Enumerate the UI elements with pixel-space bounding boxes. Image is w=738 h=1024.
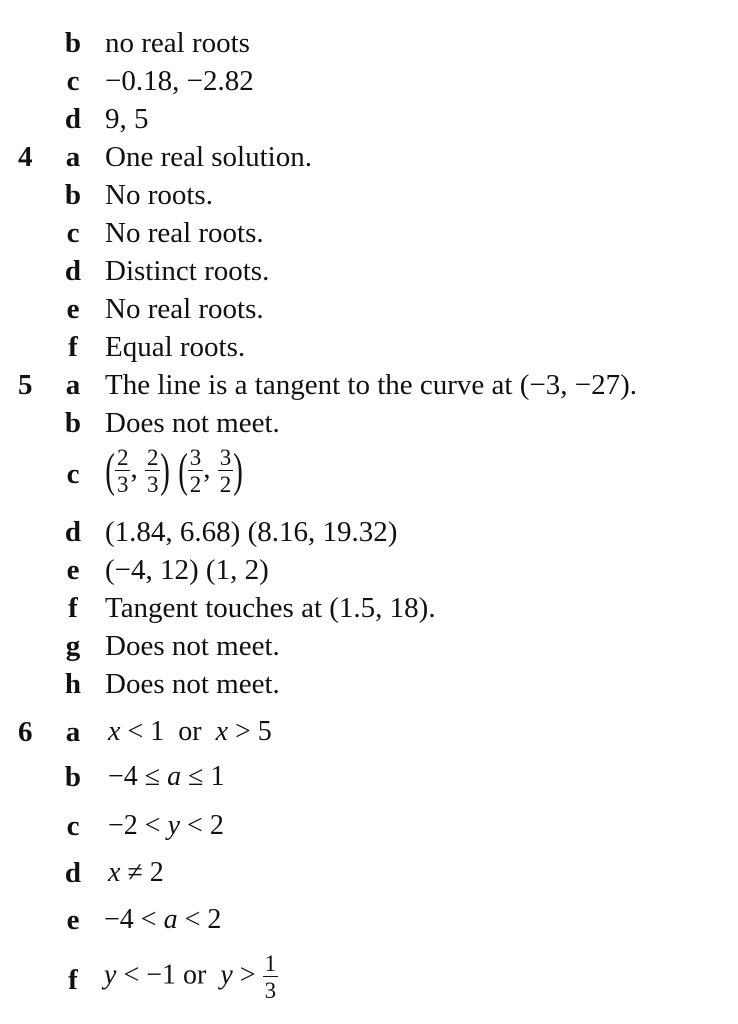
variable: y [220, 959, 233, 991]
part-label: e [66, 904, 80, 936]
variable: y [104, 959, 117, 991]
answer-text: no real roots [105, 27, 250, 59]
answer-text: Distinct roots. [105, 255, 270, 287]
answer-text: Tangent touches at (1.5, 18). [105, 592, 436, 624]
answer-line [0, 592, 738, 630]
fraction-denominator: 2 [189, 472, 202, 497]
part-label: c [66, 217, 80, 249]
fraction-denominator: 2 [219, 472, 232, 497]
math-part: > [239, 959, 256, 991]
answer-line [0, 27, 738, 65]
inequality [108, 857, 164, 889]
answer-text: No roots. [105, 179, 213, 211]
math-part: −4 < [104, 904, 157, 935]
fraction-denominator: 3 [146, 472, 159, 497]
inequality [108, 716, 272, 748]
paren-close: ) [233, 444, 243, 497]
answer-line [0, 65, 738, 103]
math-part: ≠ 2 [127, 857, 164, 888]
math-part: ≤ 1 [188, 761, 225, 792]
math-word: or [178, 716, 202, 747]
answer-line [0, 761, 738, 799]
answer-line [0, 331, 738, 369]
answer-text: Does not meet. [105, 668, 280, 700]
paren-open: ( [177, 444, 188, 497]
math-word: or [183, 959, 207, 991]
answer-line [0, 141, 738, 179]
part-label: a [65, 369, 81, 401]
paren-close: ) [160, 444, 171, 497]
answer-line [0, 516, 738, 554]
answer-line [0, 444, 738, 516]
answer-text: (1.84, 6.68) (8.16, 19.32) [105, 516, 398, 548]
part-label: b [64, 179, 82, 211]
answer-line [0, 857, 738, 895]
math-part: −4 ≤ [108, 761, 161, 792]
answer-line [0, 951, 738, 1014]
math-part: > 5 [235, 716, 272, 747]
part-label: c [66, 458, 80, 490]
answer-text: 9, 5 [105, 103, 149, 135]
question-number: 6 [18, 716, 33, 748]
variable: y [167, 810, 181, 841]
part-label: e [66, 293, 80, 325]
fraction [218, 446, 234, 496]
answer-text: Does not meet. [105, 630, 280, 662]
fraction-numerator: 3 [219, 445, 232, 470]
part-label: h [64, 668, 82, 700]
paren-open: ( [105, 444, 115, 497]
math-part: < 1 [127, 716, 165, 747]
answer-text: No real roots. [105, 217, 264, 249]
answer-text: The line is a tangent to the curve at (−3, −27). [105, 369, 637, 401]
answer-text: Equal roots. [105, 331, 246, 363]
part-label: b [64, 407, 82, 439]
part-label: d [64, 516, 82, 548]
variable: x [108, 857, 121, 888]
answer-line [0, 293, 738, 331]
part-label: e [66, 554, 80, 586]
question-number: 5 [18, 369, 33, 401]
fraction-numerator: 1 [264, 951, 277, 976]
fraction [188, 446, 204, 496]
inequality [104, 952, 278, 1002]
comma: , [130, 452, 138, 485]
question-number: 4 [18, 141, 33, 173]
answer-text: One real solution. [105, 141, 312, 173]
answer-line [0, 554, 738, 592]
answer-text: No real roots. [105, 293, 264, 325]
answer-text: Does not meet. [105, 407, 280, 439]
answer-line [0, 904, 738, 942]
fraction-numerator: 3 [189, 445, 202, 470]
part-label: d [64, 857, 82, 889]
part-label: b [64, 27, 82, 59]
answer-line [0, 103, 738, 141]
answer-line [0, 255, 738, 293]
answer-line [0, 179, 738, 217]
fraction [263, 952, 279, 1002]
answer-line [0, 217, 738, 255]
fraction-denominator: 3 [116, 472, 129, 497]
part-label: f [68, 331, 78, 363]
inequality [108, 810, 224, 842]
math-part: < −1 [123, 959, 177, 991]
fraction-points [105, 446, 243, 496]
math-part: < 2 [184, 904, 222, 935]
math-part: < 2 [187, 810, 224, 841]
part-label: b [64, 761, 82, 793]
fraction [115, 446, 131, 496]
part-label: c [66, 810, 80, 842]
fraction [145, 446, 161, 496]
part-label: a [65, 716, 81, 748]
answer-line [0, 369, 738, 407]
part-label: c [66, 65, 80, 97]
part-label: a [65, 141, 81, 173]
part-label: d [64, 103, 82, 135]
fraction-denominator: 3 [264, 978, 277, 1003]
variable: x [108, 716, 121, 747]
answer-text: (−4, 12) (1, 2) [105, 554, 269, 586]
part-label: f [68, 592, 78, 624]
variable: a [167, 761, 182, 792]
inequality [108, 761, 225, 793]
part-label: g [65, 630, 81, 662]
answer-line [0, 630, 738, 668]
comma: , [203, 452, 211, 485]
inequality [104, 904, 221, 936]
fraction-numerator: 2 [146, 445, 159, 470]
answer-text: −0.18, −2.82 [105, 65, 254, 97]
part-label: f [68, 964, 78, 996]
answer-line [0, 668, 738, 706]
answer-line [0, 810, 738, 848]
answer-line [0, 716, 738, 754]
variable: a [163, 904, 178, 935]
fraction-numerator: 2 [116, 445, 129, 470]
part-label: d [64, 255, 82, 287]
variable: x [215, 716, 228, 747]
math-part: −2 < [108, 810, 161, 841]
answer-line [0, 407, 738, 445]
